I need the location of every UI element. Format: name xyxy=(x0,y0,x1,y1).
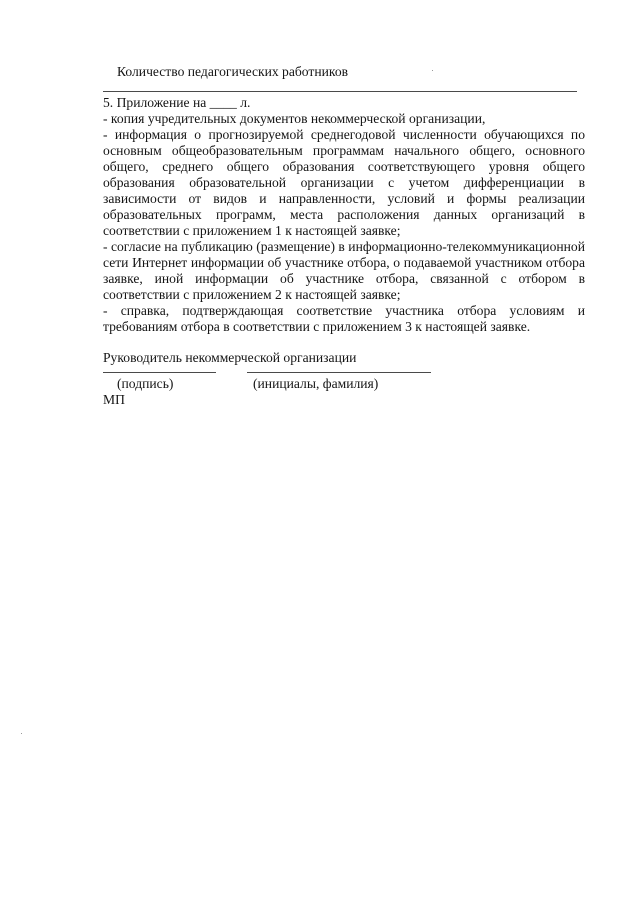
appendix-item-enrollment-line: зависимости от видов и направленности, условий и формы реализации xyxy=(103,191,585,206)
appendix-item-enrollment-line: образовательных программ, места расположения данных организаций в xyxy=(103,207,585,222)
appendix-item-enrollment-line: - информация о прогнозируемой среднегодовой численности обучающихся по xyxy=(103,127,585,142)
stamp-label: МП xyxy=(103,392,125,407)
appendix-item-enrollment-line: образования образовательной организации с учетом дифференциации в xyxy=(103,175,585,190)
appendix-item-enrollment-line: соответствии с приложением 1 к настоящей заявке; xyxy=(103,223,401,238)
appendix-item-enrollment-line: общего, среднего общего образования соответствующего уровня общего xyxy=(103,159,585,174)
initials-caption: (инициалы, фамилия) xyxy=(253,376,379,391)
scan-speck xyxy=(21,733,22,734)
appendix-item-certificate-line: требованиям отбора в соответствии с приложением 3 к настоящей заявке. xyxy=(103,319,531,334)
ped-staff-label: Количество педагогических работников xyxy=(117,64,349,79)
appendix-item-certificate-line: - справка, подтверждающая соответствие участника отбора условиям и xyxy=(103,303,585,318)
appendix-title: 5. Приложение на ____ л. xyxy=(103,95,251,110)
signature-caption: (подпись) xyxy=(117,376,174,391)
appendix-item-consent-line: сети Интернет информации об участнике отбора, о подаваемой участником отбора xyxy=(103,255,585,270)
signature-fill-line xyxy=(103,372,216,373)
appendix-item-enrollment-line: основным общеобразовательным программам начального общего, основного xyxy=(103,143,585,158)
appendix-item-consent-line: соответствии с приложением 2 к настоящей заявке; xyxy=(103,287,401,302)
appendix-item-charter-copy: - копия учредительных документов некоммерческой организации, xyxy=(103,111,486,126)
scan-speck xyxy=(432,70,433,71)
head-of-organization-label: Руководитель некоммерческой организации xyxy=(103,350,357,365)
initials-fill-line xyxy=(247,372,431,373)
ped-staff-fill-line xyxy=(103,91,577,92)
appendix-item-consent-line: - согласие на публикацию (размещение) в информационно-телекоммуникационной xyxy=(103,239,585,254)
appendix-item-consent-line: заявке, иной информации об участнике отбора, связанной с отбором в xyxy=(103,271,585,286)
